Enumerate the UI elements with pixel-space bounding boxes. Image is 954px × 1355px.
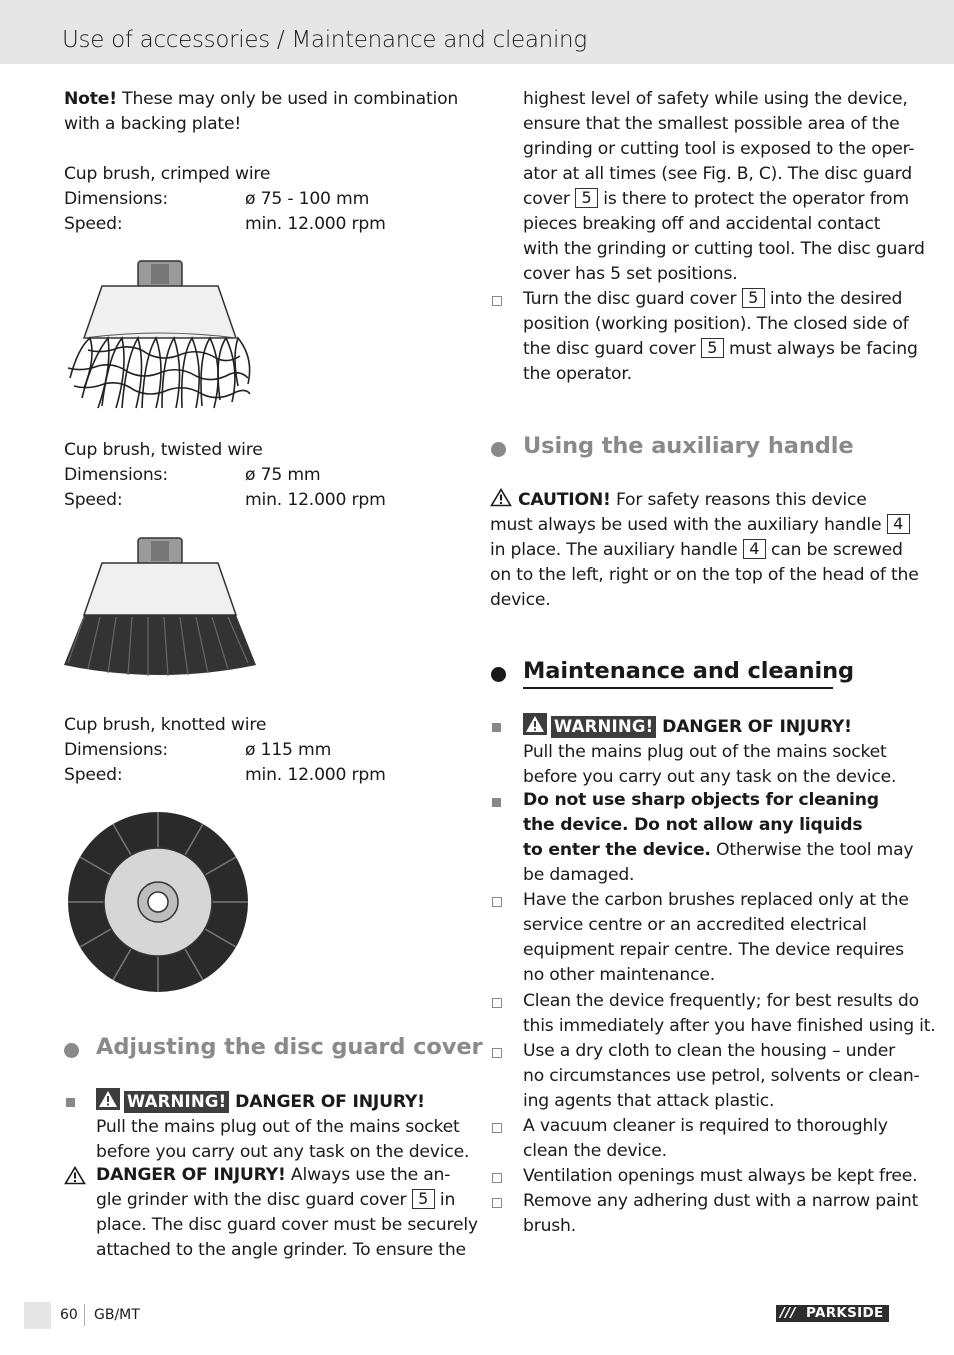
body-text-line: Use a dry cloth to clean the housing – under — [523, 1041, 895, 1061]
note-text: These may only be used in combination — [116, 89, 459, 109]
body-text: the disc guard cover — [523, 339, 701, 359]
turn-cover-item — [523, 287, 918, 387]
body-text-line: brush. — [523, 1216, 576, 1236]
body-text-line: no circumstances use petrol, solvents or clean- — [523, 1066, 920, 1086]
part-ref-box: 4 — [743, 539, 766, 559]
body-text-line: grinding or cutting tool is exposed to the oper- — [523, 139, 915, 159]
brush-name: Cup brush, knotted wire — [64, 715, 267, 735]
open-square-bullet — [492, 1048, 502, 1058]
speed-label: Speed: — [64, 765, 123, 785]
part-ref-box: 4 — [887, 514, 910, 534]
speed-label: Speed: — [64, 490, 123, 510]
section-title-adjusting: Adjusting the disc guard cover — [96, 1034, 483, 1060]
body-text-line: ing agents that attack plastic. — [523, 1091, 775, 1111]
note-label: Note! — [64, 89, 117, 109]
body-text-line: device. — [490, 590, 551, 610]
twisted-wire-brush-image — [60, 535, 260, 685]
open-square-bullet — [492, 1198, 502, 1208]
note-text-2: with a backing plate! — [64, 114, 242, 134]
body-text: Turn the disc guard cover — [523, 289, 742, 309]
body-text-line: position (working position). The closed side of — [523, 314, 909, 334]
part-ref-box: 5 — [575, 188, 598, 208]
body-text-line: be damaged. — [523, 865, 635, 885]
body-text: is there to protect the operator from — [598, 189, 909, 209]
maint-list-item — [523, 1039, 920, 1114]
body-text: must always be facing — [723, 339, 918, 359]
body-text-line: this immediately after you have finished using it. — [523, 1016, 936, 1036]
warning-text-line: before you carry out any task on the device. — [96, 1142, 470, 1162]
body-text-line: Ventilation openings must always be kept free. — [523, 1166, 918, 1186]
dimensions-label: Dimensions: — [64, 189, 168, 209]
brush-name: Cup brush, crimped wire — [64, 164, 271, 184]
body-text-line: Remove any adhering dust with a narrow paint — [523, 1191, 919, 1211]
part-ref-box: 5 — [701, 338, 724, 358]
maint-list-item — [523, 989, 936, 1039]
adjust-danger-paragraph — [96, 1163, 478, 1263]
warning-triangle-icon — [523, 713, 547, 735]
maint-list-item — [523, 1114, 888, 1164]
body-text: into the desired — [764, 289, 903, 309]
speed-value: min. 12.000 rpm — [245, 214, 386, 234]
body-text-line: with the grinding or cutting tool. The disc guard — [523, 239, 925, 259]
body-text-line: service centre or an accredited electrical — [523, 915, 867, 935]
caution-triangle-icon — [64, 1166, 86, 1185]
danger-text: in — [434, 1190, 456, 1210]
brand-logo — [776, 1305, 889, 1322]
maint-sharp-objects-item — [523, 788, 913, 888]
body-text-line: Have the carbon brushes replaced only at the — [523, 890, 909, 910]
warning-label: WARNING! — [551, 716, 656, 738]
section-bullet-dot — [491, 667, 506, 682]
square-bullet — [66, 1098, 75, 1107]
brand-name: PARKSIDE — [806, 1305, 884, 1321]
speed-value: min. 12.000 rpm — [245, 490, 386, 510]
body-text-line: Clean the device frequently; for best results do — [523, 991, 919, 1011]
speed-value: min. 12.000 rpm — [245, 765, 386, 785]
page-number: 60 — [60, 1307, 78, 1323]
open-square-bullet — [492, 897, 502, 907]
body-text-line: pieces breaking off and accidental contact — [523, 214, 881, 234]
bold-text: to enter the device. — [523, 840, 711, 860]
note-paragraph — [64, 87, 458, 137]
auxiliary-caution-paragraph — [490, 488, 919, 613]
bold-text-line: the device. Do not allow any liquids — [523, 815, 863, 835]
dimensions-value: ø 75 mm — [245, 465, 321, 485]
danger-text: gle grinder with the disc guard cover — [96, 1190, 412, 1210]
dimensions-value: ø 115 mm — [245, 740, 332, 760]
crimped-wire-brush-image — [60, 258, 260, 413]
language-code: GB/MT — [94, 1307, 140, 1323]
dimensions-value: ø 75 - 100 mm — [245, 189, 370, 209]
body-text: in place. The auxiliary handle — [490, 540, 743, 560]
body-text-line: ensure that the smallest possible area of the — [523, 114, 900, 134]
warning-text-line: before you carry out any task on the device. — [523, 767, 897, 787]
open-square-bullet — [492, 1173, 502, 1183]
page-header — [0, 0, 954, 64]
brush-spec-knotted — [64, 713, 386, 788]
body-text-line: highest level of safety while using the device, — [523, 89, 908, 109]
section-bullet-dot — [64, 1043, 79, 1058]
square-bullet — [492, 798, 501, 807]
brush-name: Cup brush, twisted wire — [64, 440, 263, 460]
danger-text: Always use the an- — [285, 1165, 451, 1185]
warning-title: DANGER OF INJURY! — [229, 1092, 425, 1112]
body-text: For safety reasons this device — [610, 490, 867, 510]
footer-marker — [24, 1302, 51, 1329]
body-text: cover — [523, 189, 576, 209]
caution-label: CAUTION! — [518, 490, 611, 510]
warning-text-line: Pull the mains plug out of the mains socket — [523, 742, 887, 762]
speed-label: Speed: — [64, 214, 123, 234]
maint-list-item — [523, 888, 909, 988]
body-text: Otherwise the tool may — [710, 840, 914, 860]
open-square-bullet — [492, 1123, 502, 1133]
body-text: must always be used with the auxiliary handle — [490, 515, 887, 535]
open-square-bullet — [492, 296, 502, 306]
body-text-line: no other maintenance. — [523, 965, 715, 985]
section-title-auxiliary: Using the auxiliary handle — [523, 433, 854, 459]
body-text: can be screwed — [765, 540, 903, 560]
footer-divider — [84, 1304, 85, 1326]
maint-warning-block — [523, 713, 896, 790]
disc-guard-continued — [523, 87, 925, 287]
danger-text: place. The disc guard cover must be securely — [96, 1215, 478, 1235]
danger-label: DANGER OF INJURY! — [96, 1165, 286, 1185]
square-bullet — [492, 723, 501, 732]
body-text-line: cover has 5 set positions. — [523, 264, 738, 284]
body-text-line: A vacuum cleaner is required to thoroughly — [523, 1116, 888, 1136]
warning-text-line: Pull the mains plug out of the mains socket — [96, 1117, 460, 1137]
brush-spec-twisted — [64, 438, 386, 513]
maint-list-item — [523, 1189, 918, 1239]
body-text-line: the operator. — [523, 364, 632, 384]
section-title-maintenance: Maintenance and cleaning — [523, 658, 855, 684]
part-ref-box: 5 — [742, 288, 765, 308]
warning-label: WARNING! — [124, 1091, 229, 1113]
body-text-line: ator at all times (see Fig. B, C). The disc guard — [523, 164, 912, 184]
bold-text-line: Do not use sharp objects for cleaning — [523, 790, 879, 810]
section-bullet-dot — [491, 442, 506, 457]
warning-triangle-icon — [96, 1088, 120, 1110]
caution-triangle-icon — [490, 488, 512, 507]
warning-title: DANGER OF INJURY! — [656, 717, 852, 737]
part-ref-box: 5 — [412, 1189, 435, 1209]
knotted-wire-brush-image — [62, 808, 254, 996]
danger-text: attached to the angle grinder. To ensure the — [96, 1240, 466, 1260]
page-title: Use of accessories / Maintenance and cleaning — [62, 27, 587, 53]
maint-list-item — [523, 1164, 917, 1189]
adjust-warning-block — [96, 1088, 469, 1165]
dimensions-label: Dimensions: — [64, 465, 168, 485]
open-square-bullet — [492, 998, 502, 1008]
body-text-line: equipment repair centre. The device requires — [523, 940, 904, 960]
brush-spec-crimped — [64, 162, 386, 237]
body-text-line: clean the device. — [523, 1141, 667, 1161]
dimensions-label: Dimensions: — [64, 740, 168, 760]
body-text-line: on to the left, right or on the top of the head of the — [490, 565, 919, 585]
logo-slashes: /// — [780, 1305, 796, 1321]
section-title-underline — [523, 687, 833, 689]
